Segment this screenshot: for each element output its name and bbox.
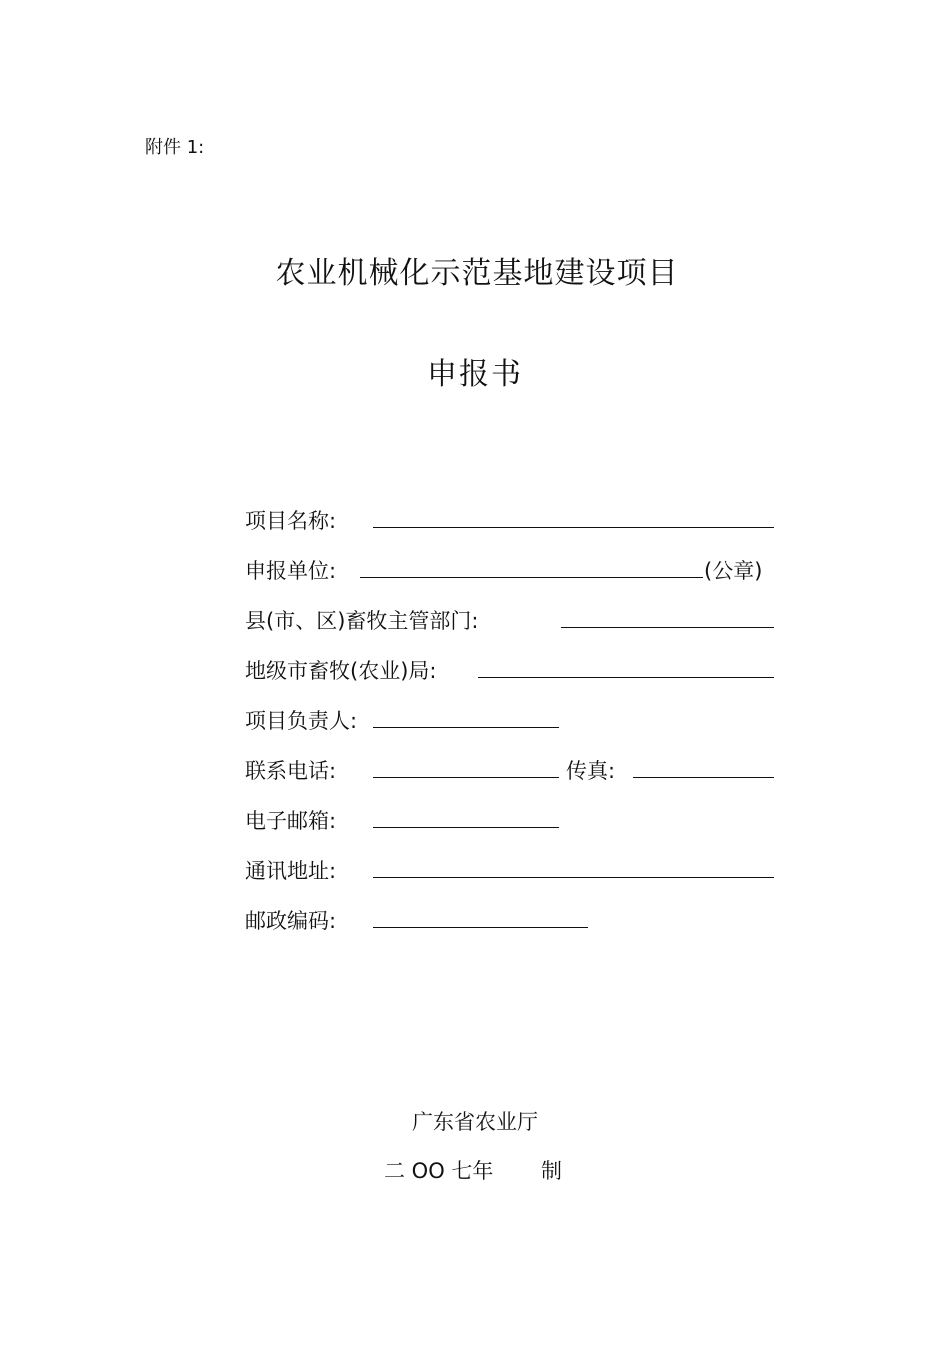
- address-label: 通讯地址:: [245, 859, 337, 883]
- document-title: 农业机械化示范基地建设项目: [275, 256, 679, 291]
- postcode-label: 邮政编码:: [245, 909, 337, 933]
- project-name-label: 项目名称:: [245, 509, 337, 533]
- email-field[interactable]: [373, 827, 559, 828]
- project-name-field[interactable]: [373, 527, 774, 528]
- document-subtitle: 申报书: [427, 357, 523, 392]
- postcode-field[interactable]: [373, 927, 588, 928]
- phone-label: 联系电话:: [245, 759, 337, 783]
- project-leader-field[interactable]: [373, 727, 559, 728]
- issue-date: 二 OO 七年: [384, 1159, 494, 1183]
- applicant-unit-label: 申报单位:: [245, 559, 337, 583]
- issuer: 广东省农业厅: [412, 1110, 538, 1134]
- phone-field[interactable]: [373, 777, 559, 778]
- county-department-label: 县(市、区)畜牧主管部门:: [245, 609, 479, 633]
- project-leader-label: 项目负责人:: [245, 709, 358, 733]
- fax-field[interactable]: [633, 777, 774, 778]
- email-label: 电子邮箱:: [245, 809, 337, 833]
- attachment-label: 附件 1:: [145, 137, 205, 158]
- city-bureau-label: 地级市畜牧(农业)局:: [245, 659, 437, 683]
- address-field[interactable]: [373, 877, 774, 878]
- applicant-unit-field[interactable]: [360, 577, 703, 578]
- county-department-field[interactable]: [561, 627, 774, 628]
- fax-label: 传真:: [566, 759, 616, 783]
- seal-note: (公章): [704, 559, 763, 583]
- city-bureau-field[interactable]: [478, 677, 774, 678]
- issue-suffix: 制: [541, 1159, 562, 1183]
